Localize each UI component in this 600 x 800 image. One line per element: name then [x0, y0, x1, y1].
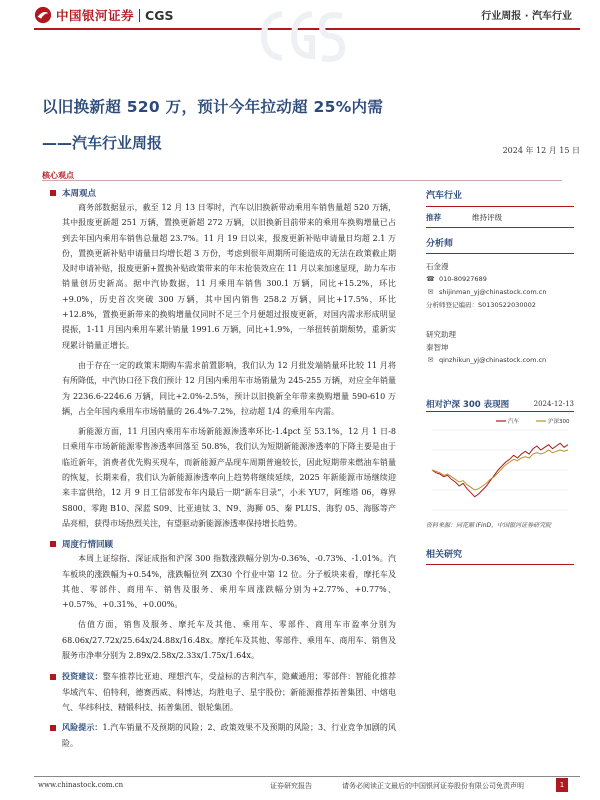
rating-value: 维持评级 — [472, 212, 502, 222]
investment-advice — [50, 669, 396, 715]
related-research-heading: 相关研究 — [426, 550, 463, 560]
paragraph: 估值方面，销售及服务、摩托车及其他、乘用车、零部件、商用车市盈率分别为 68.06x/27.72x/25.64x/24.88x/16.48x。摩托车及其他、零部件、乘用车、商用车、销售及服务市净率分别为 2.89x/2.58x/2.33x/1.75x/1.64x。 — [62, 620, 396, 661]
footer-divider — [34, 776, 580, 777]
cgs-watermark-icon — [258, 6, 346, 68]
rating-row — [426, 207, 574, 227]
logo-divider — [139, 9, 140, 22]
square-bullet-icon — [50, 190, 56, 196]
chart-title: 相对沪深 300 表现图 — [426, 400, 510, 410]
sidebar — [426, 186, 574, 565]
assistant-name: 秦智坤 — [426, 343, 449, 352]
report-type-tag: 行业周报 · 汽车行业 — [481, 11, 572, 22]
core-view-divider — [42, 180, 562, 181]
investment-advice-label: 投资建议： — [62, 672, 103, 682]
square-bullet-icon — [50, 541, 56, 547]
footer-website[interactable]: www.chinastock.com.cn — [38, 781, 124, 789]
sidebar-industry: 汽车行业 — [426, 191, 463, 201]
paragraph: 本周上证综指、深证成指和沪深 300 指数涨跌幅分别为-0.36%、-0.73%、-1.01%。汽车板块的涨跌幅为+0.54%，涨跌幅位列 ZX30 个行业中第 12 位。分子板块来看，摩托车及其他、零部件、商用车、销售及服务、乘用车周涨跌幅分别为+2.77%、+0.77%、+0.57%、+0.31%、+0.00%。 — [62, 554, 396, 610]
page-number: 1 — [556, 778, 568, 792]
paragraph: 商务部数据显示，截至 12 月 13 日零时，汽车以旧换新带动乘用车销售量超 520 万辆，其中报废更新超 251 万辆，置换更新超 272 万辆，以旧换新目前带来的乘用车换购增量已占到去年国内乘用车销售总量超 23.7%。11 月 19 日以来，报废更新补贴申请量日均超 2.1 万份，置换更新补贴申请量日均增长超 3 万份，考虑到很年周期所可能造成的无法在政策截止期及时申请补贴，报废更新+置换补贴政策带来的年末抢装效应在 11 月以来加速显现，助力车市销量创历史新高。据中汽协数据，11 月乘用车销售 300.1 万辆，同比+15.2%，环比+9.0%，历史首次突破 300 万辆，其中国内销售 258.2 万辆，同比+17.5%，环比+12.8%，置换更新带来的换购增量仅同时不足三个月便超过报废更新，对国内需求形成明显提振，1-11 月国内乘用车累计销量 1991.6 万辆，同比+1.9%，一举扭转前期颓势，重新实现累计销量正增长。 — [62, 203, 396, 350]
main-content — [50, 186, 396, 751]
rating-label: 推荐 — [426, 212, 441, 222]
square-bullet-icon — [50, 674, 56, 680]
relative-performance-chart — [426, 414, 574, 516]
assistant-heading: 研究助理 — [426, 330, 456, 339]
core-view-label: 核心观点 — [42, 171, 74, 180]
section-heading-market-review: 周度行情回顾 — [50, 537, 396, 551]
logo-text-en: CGS — [145, 7, 174, 23]
section-heading-weekly-view: 本周观点 — [50, 186, 396, 200]
risk-warning — [50, 720, 396, 751]
analyst-cert: 分析师登记编码：S0130522030002 — [426, 301, 536, 309]
legend-label: 汽车 — [508, 419, 520, 425]
report-title: 以旧换新超 520 万，预计今年拉动超 25%内需 — [42, 98, 384, 116]
analyst-name: 石金漫 — [426, 262, 449, 271]
square-bullet-icon — [50, 725, 56, 731]
logo-mark-icon — [34, 6, 52, 24]
analyst-email[interactable]: ✉ shijinman_yj@chinastock.com.cn — [426, 286, 574, 299]
footer-disclaimer: 请务必阅读正文最后的中国银河证券股份有限公司免责声明 — [342, 782, 524, 790]
phone-icon: ☎ — [426, 275, 435, 283]
assistant-email[interactable]: ✉ qinzhikun_yj@chinastock.com.cn — [426, 354, 574, 367]
paragraph: 由于存在一定的政策末期购车需求前置影响，我们认为 12 月批发端销量环比较 11 月将有所降低，中汽协口径下我们预计 12 月国内乘用车市场销量为 245-255 万辆，对应全年销量为 2236.6-2246.6 万辆，同比+2.0%-2.5%，预计以旧换新全年带来换购增量 590-610 万辆，占全年国内乘用车市场销量的 26.4%-7.2%，拉动超 1/4 的乘用车内需。 — [62, 360, 396, 416]
footer-report-type: 证券研究报告 — [270, 782, 312, 790]
investment-advice-text: 整车推荐比亚迪、理想汽车，受益标的吉利汽车，隐藏通用；零部件：智能化推荐华域汽车、伯特利，德赛西威、科博达，均胜电子、星宇股份；新能源推荐拓普集团、中熔电气、华纬科技、精锻科技、拓普集团、银轮集团。 — [62, 672, 396, 712]
email-icon: ✉ — [427, 356, 434, 364]
risk-warning-label: 风险提示： — [62, 723, 103, 733]
company-logo — [34, 6, 173, 24]
paragraph: 新能源方面，11 月国内乘用车市场新能源渗透率环比-1.4pct 至 53.1%，12 月 1 日-8 日乘用车市场新能源零售渗透率回落至 50.8%，我们认为短期新能源渗透率的下降主要是由于临近新年，消费者优先购买现车，而新能源产品现车周期普遍较长，因此短期带来燃油车销量的恢复，长期来看，我们认为新能源渗透率向上趋势将继续延续，2025 年新能源市场继续迎来丰富供给，12 月 9 日工信部发布年内最后一期“新车目录”，小米 YU7，阿维塔 06，尊界 S800、零跑 B10、深蓝 S09、比亚迪钛 3、N9、海狮 05、秦 PLUS、海豹 05、海豚等产品亮相，获得市场热烈关注，有望驱动新能源渗透率保持增长趋势。 — [62, 427, 396, 528]
chart-date: 2024-12-13 — [533, 400, 574, 408]
report-subtitle: ——汽车行业周报 — [42, 134, 163, 152]
analyst-phone: ☎ 010-80927689 — [426, 273, 574, 286]
chart-source: 资料来源：同花顺 iFinD，中国银河证券研究院 — [426, 522, 552, 529]
report-date: 2024 年 12 月 15 日 — [502, 146, 580, 155]
risk-warning-text: 1.汽车销量不及预期的风险；2、政策效果不及预期的风险；3、行业竞争加剧的风险。 — [62, 723, 397, 748]
email-icon: ✉ — [427, 288, 434, 296]
analyst-heading: 分析师 — [426, 239, 454, 249]
legend-label: 沪深300 — [548, 419, 570, 425]
logo-text-cn: 中国银河证券 — [56, 8, 135, 23]
chart-header — [426, 397, 574, 411]
